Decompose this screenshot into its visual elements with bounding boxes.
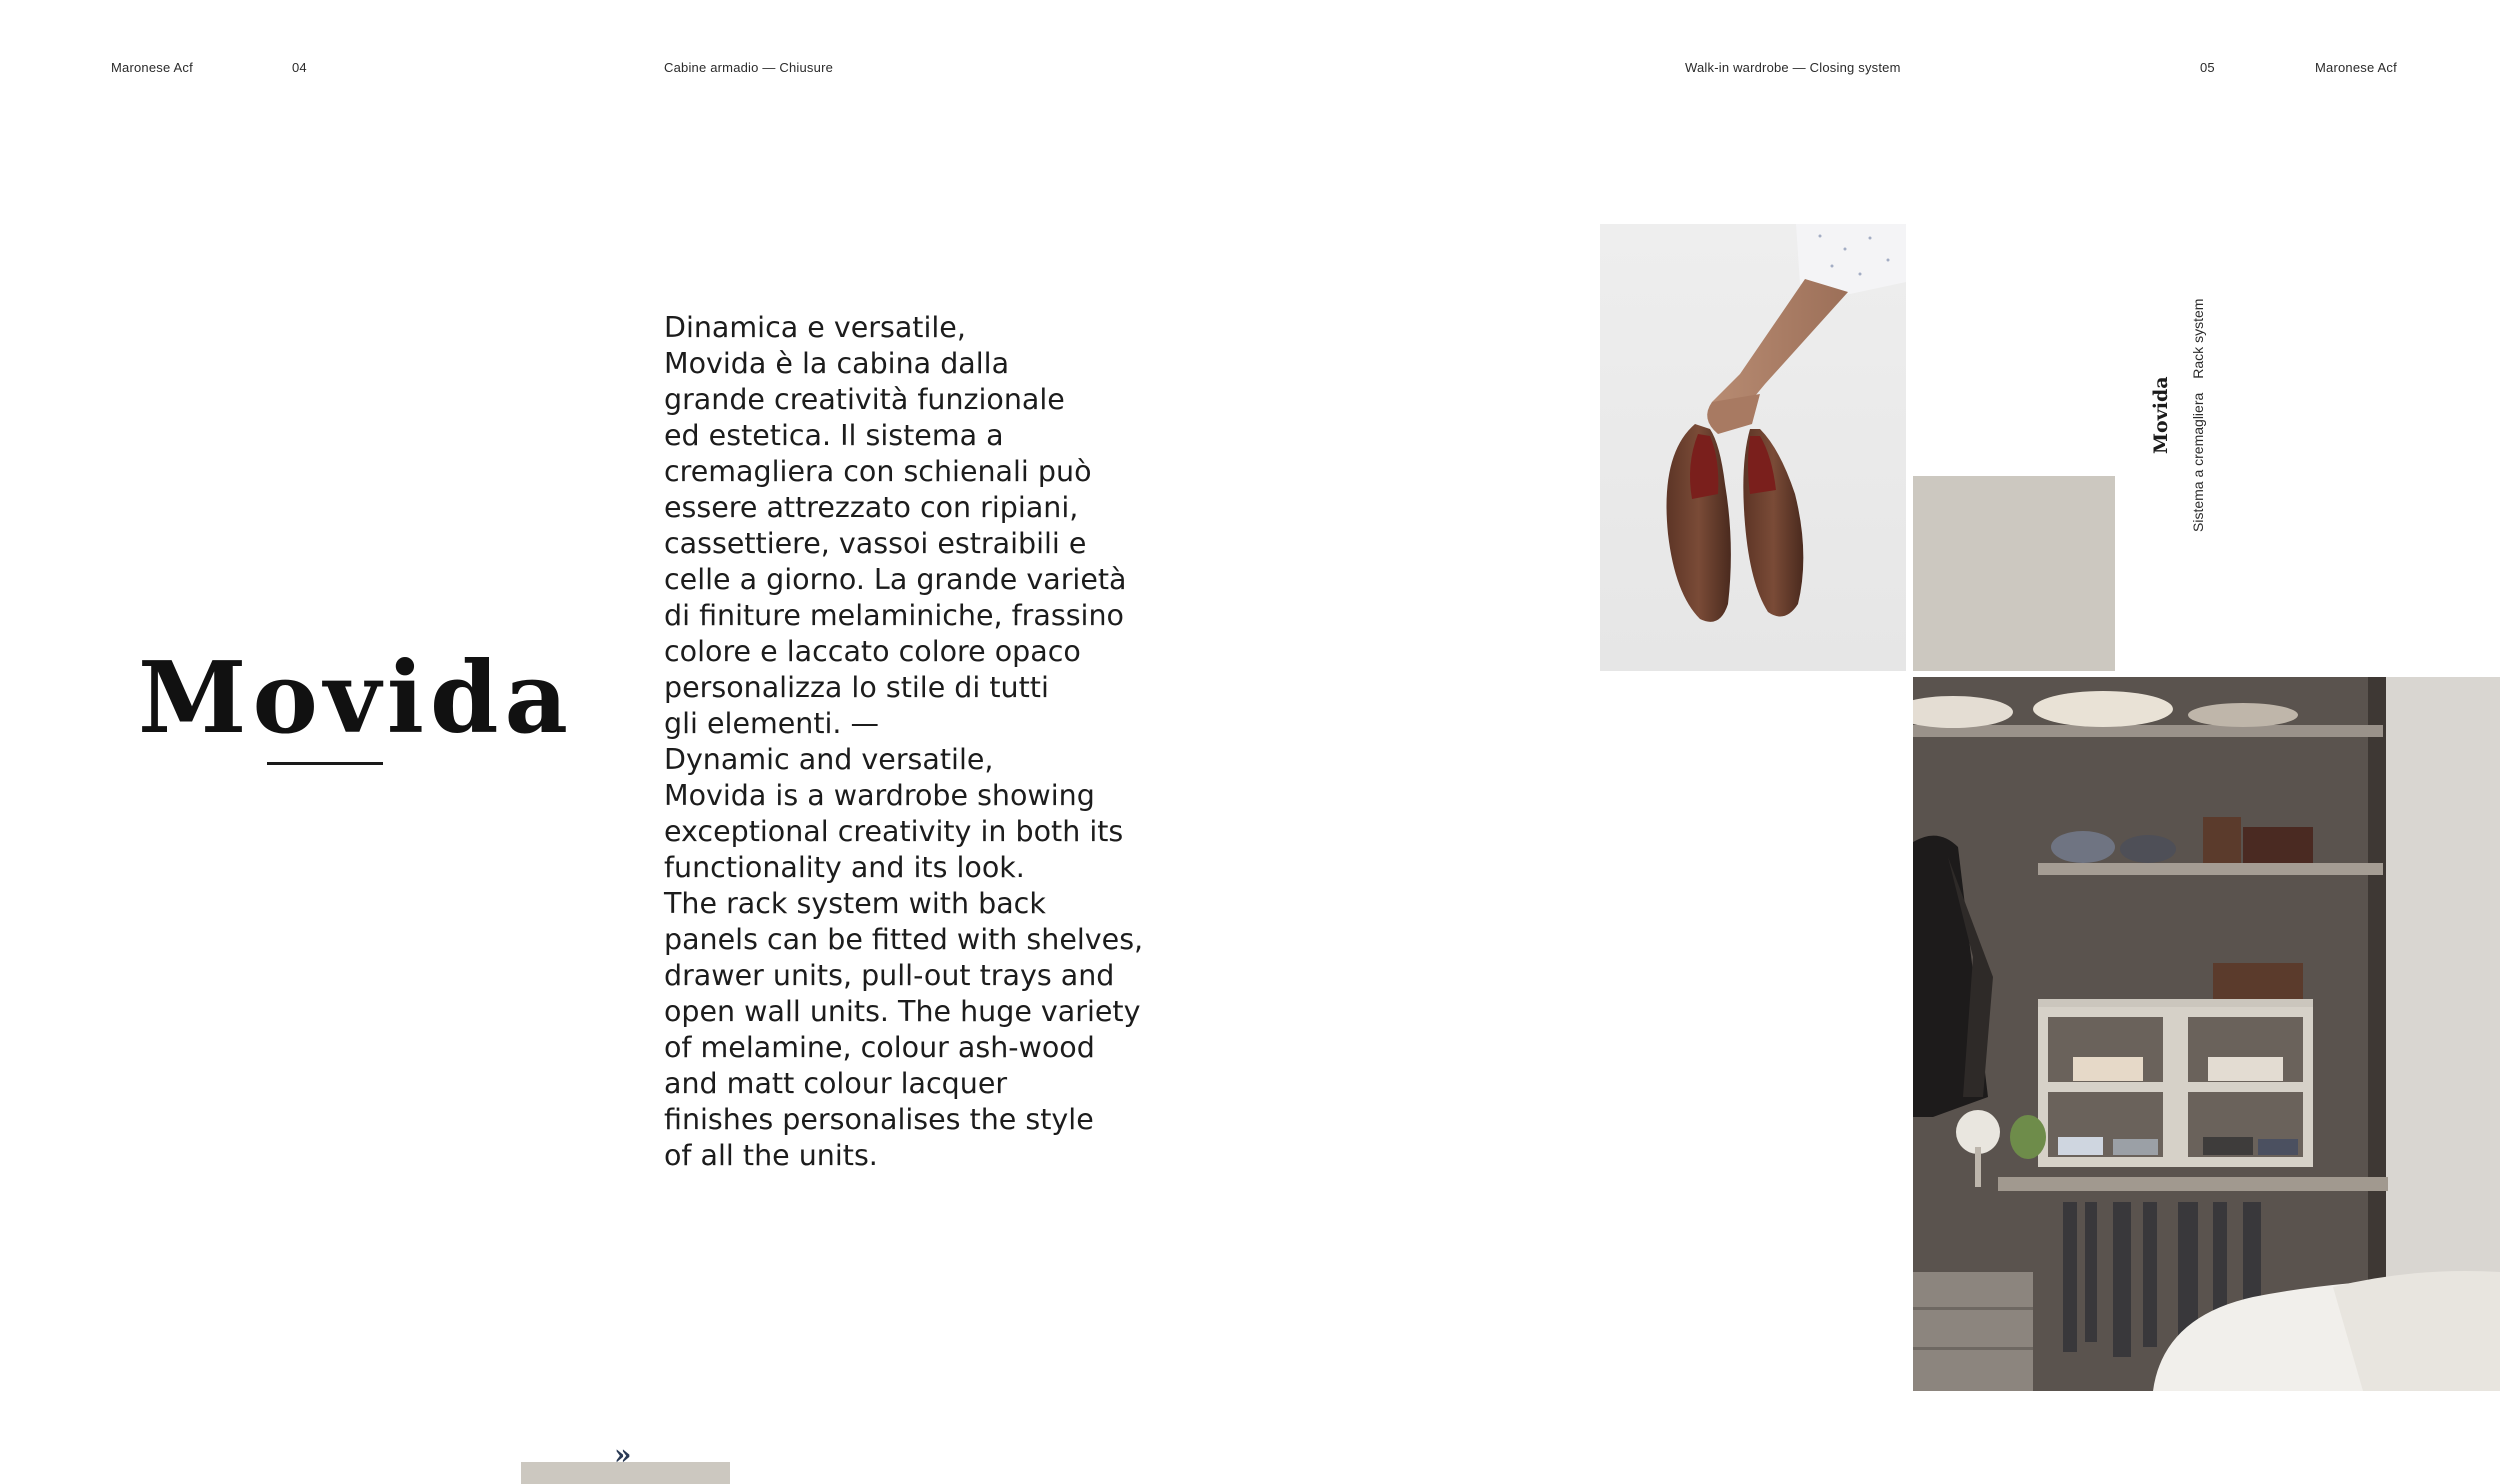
wardrobe-photo (1913, 677, 2500, 1391)
body-line: celle a giorno. La grande varietà (664, 563, 1127, 596)
body-line: open wall units. The huge variety (664, 995, 1141, 1028)
page-number-left: 04 (292, 60, 307, 75)
body-line: panels can be fitted with shelves, (664, 923, 1144, 956)
shoes-photo (1600, 224, 1906, 671)
body-text (664, 310, 1144, 1174)
body-line: personalizza lo stile di tutti (664, 671, 1049, 704)
body-line: cassettiere, vassoi estraibili e (664, 527, 1087, 560)
body-line: cremagliera con schienali può (664, 455, 1092, 488)
body-line: finishes personalises the style (664, 1103, 1094, 1136)
body-line: di finiture melaminiche, frassino (664, 599, 1124, 632)
title-underline (267, 762, 383, 765)
brand-right: Maronese Acf (2315, 60, 2397, 75)
body-line: Movida is a wardrobe showing (664, 779, 1095, 812)
body-line: of all the units. (664, 1139, 878, 1172)
brand-left: Maronese Acf (111, 60, 193, 75)
body-line: colore e laccato colore opaco (664, 635, 1081, 668)
body-line: ed estetica. Il sistema a (664, 419, 1004, 452)
body-line: functionality and its look. (664, 851, 1025, 884)
body-line: Dynamic and versatile, (664, 743, 994, 776)
body-line: grande creatività funzionale (664, 383, 1065, 416)
section-title-right: Walk-in wardrobe — Closing system (1685, 60, 1901, 75)
next-page-arrow-icon[interactable]: » (614, 1438, 632, 1471)
section-title-left: Cabine armadio — Chiusure (664, 60, 834, 75)
caption-title: Movida (2150, 376, 2172, 454)
body-line: Dinamica e versatile, (664, 311, 966, 344)
body-line: and matt colour lacquer (664, 1067, 1008, 1100)
page-title: Movida (138, 641, 575, 756)
body-line: essere attrezzato con ripiani, (664, 491, 1079, 524)
caption-subtitle (2190, 285, 2206, 532)
body-line: exceptional creativity in both its (664, 815, 1124, 848)
caption-subtitle-it: Sistema a cremagliera (2190, 392, 2206, 532)
body-line: gli elementi. — (664, 707, 880, 740)
body-line: Movida è la cabina dalla (664, 347, 1010, 380)
body-line: of melamine, colour ash-wood (664, 1031, 1095, 1064)
body-line: drawer units, pull-out trays and (664, 959, 1115, 992)
body-line: The rack system with back (664, 887, 1046, 920)
accent-block (1913, 476, 2115, 671)
caption-subtitle-en: Rack system (2190, 298, 2206, 379)
page-number-right: 05 (2200, 60, 2215, 75)
